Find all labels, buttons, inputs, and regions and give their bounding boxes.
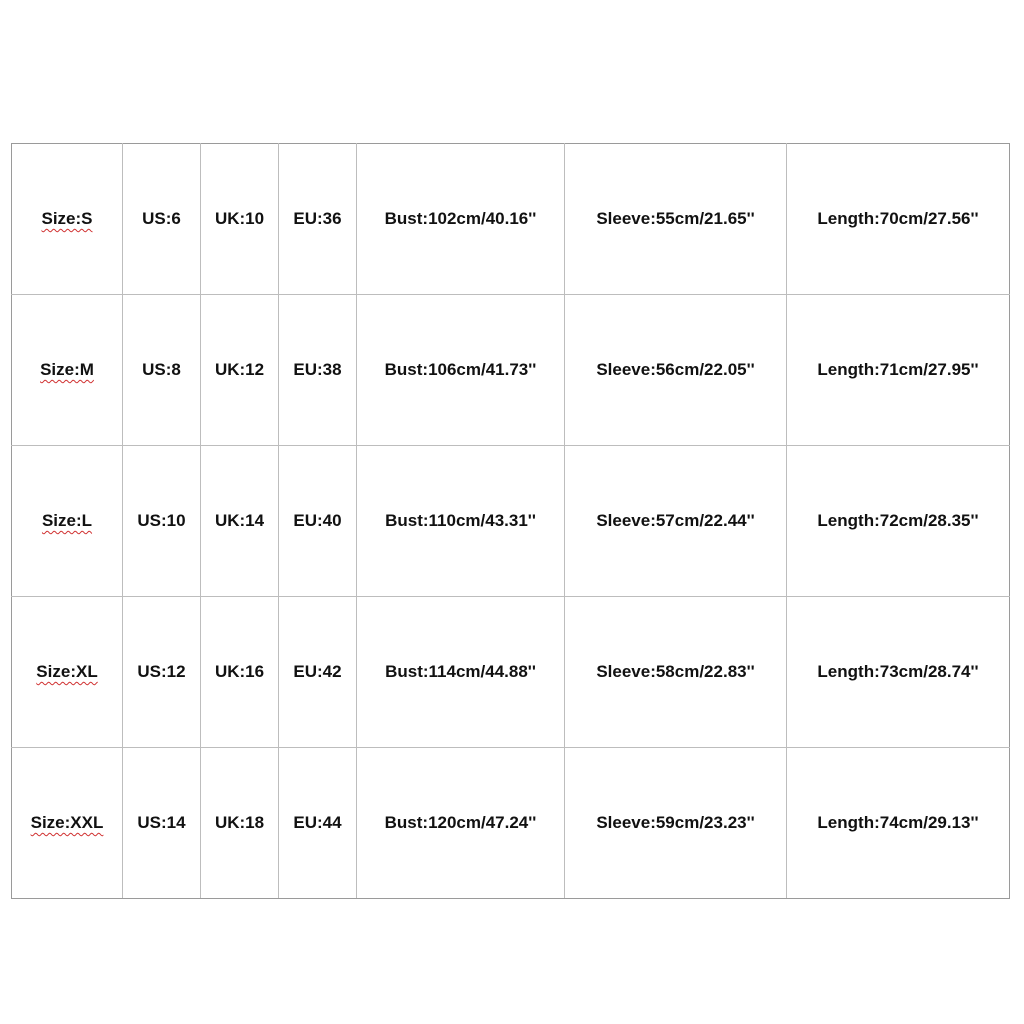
bust-cell: Bust:110cm/43.31'' [357, 446, 565, 597]
us-size-cell: US:8 [123, 295, 201, 446]
size-cell [12, 446, 123, 597]
bust-cell: Bust:106cm/41.73'' [357, 295, 565, 446]
length-cell: Length:74cm/29.13'' [787, 748, 1010, 899]
length-cell: Length:71cm/27.95'' [787, 295, 1010, 446]
size-cell [12, 748, 123, 899]
uk-size-cell: UK:10 [201, 144, 279, 295]
uk-size-cell: UK:12 [201, 295, 279, 446]
sleeve-cell: Sleeve:57cm/22.44'' [565, 446, 787, 597]
size-label: Size:XL [36, 662, 98, 681]
sleeve-cell: Sleeve:59cm/23.23'' [565, 748, 787, 899]
uk-size-cell: UK:16 [201, 597, 279, 748]
bust-cell: Bust:114cm/44.88'' [357, 597, 565, 748]
size-cell [12, 144, 123, 295]
table-row [12, 748, 1010, 899]
table-row [12, 295, 1010, 446]
table-row [12, 597, 1010, 748]
eu-size-cell: EU:42 [279, 597, 357, 748]
length-cell: Length:70cm/27.56'' [787, 144, 1010, 295]
size-cell [12, 295, 123, 446]
table-row [12, 144, 1010, 295]
length-cell: Length:73cm/28.74'' [787, 597, 1010, 748]
us-size-cell: US:6 [123, 144, 201, 295]
uk-size-cell: UK:14 [201, 446, 279, 597]
uk-size-cell: UK:18 [201, 748, 279, 899]
eu-size-cell: EU:40 [279, 446, 357, 597]
sleeve-cell: Sleeve:58cm/22.83'' [565, 597, 787, 748]
eu-size-cell: EU:38 [279, 295, 357, 446]
size-label: Size:M [40, 360, 94, 379]
size-label: Size:XXL [30, 813, 104, 832]
size-label: Size:L [41, 511, 93, 530]
size-chart-table [11, 143, 1010, 899]
us-size-cell: US:14 [123, 748, 201, 899]
eu-size-cell: EU:36 [279, 144, 357, 295]
sleeve-cell: Sleeve:56cm/22.05'' [565, 295, 787, 446]
length-cell: Length:72cm/28.35'' [787, 446, 1010, 597]
table-row [12, 446, 1010, 597]
us-size-cell: US:10 [123, 446, 201, 597]
sleeve-cell: Sleeve:55cm/21.65'' [565, 144, 787, 295]
bust-cell: Bust:120cm/47.24'' [357, 748, 565, 899]
size-cell [12, 597, 123, 748]
us-size-cell: US:12 [123, 597, 201, 748]
size-label: Size:S [41, 209, 93, 228]
eu-size-cell: EU:44 [279, 748, 357, 899]
bust-cell: Bust:102cm/40.16'' [357, 144, 565, 295]
